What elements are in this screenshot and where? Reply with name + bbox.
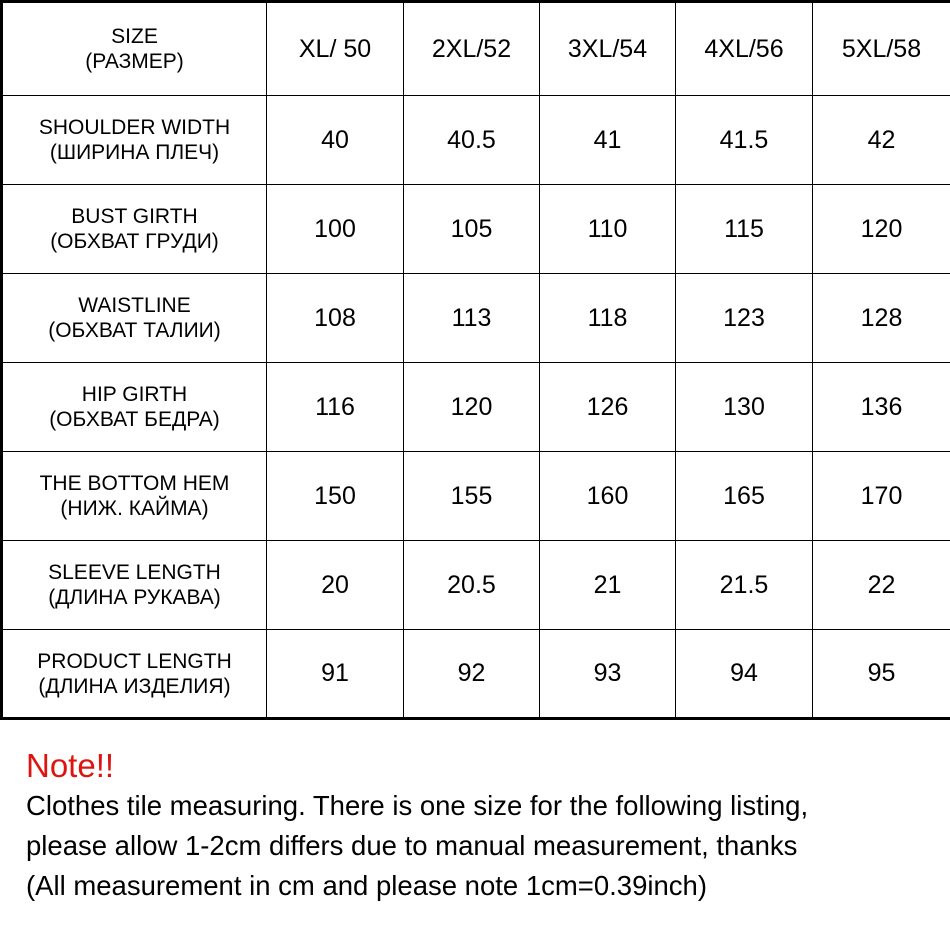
table-cell: 40 bbox=[267, 96, 404, 185]
size-column-header: 4XL/56 bbox=[676, 2, 813, 96]
row-label-ru: (ОБХВАТ ГРУДИ) bbox=[50, 230, 219, 253]
size-column-header: 5XL/58 bbox=[813, 2, 950, 96]
table-cell: 165 bbox=[676, 452, 813, 541]
table-cell: 105 bbox=[404, 185, 540, 274]
size-corner-header bbox=[2, 2, 267, 96]
table-cell: 94 bbox=[676, 630, 813, 719]
table-cell: 115 bbox=[676, 185, 813, 274]
row-label-ru: (ОБХВАТ ТАЛИИ) bbox=[48, 319, 221, 342]
table-row-sleeve-length bbox=[2, 541, 950, 630]
table-cell: 20 bbox=[267, 541, 404, 630]
row-label-en: SLEEVE LENGTH bbox=[48, 561, 221, 584]
row-label-ru: (ОБХВАТ БЕДРА) bbox=[49, 408, 220, 431]
row-label-en: HIP GIRTH bbox=[81, 383, 188, 406]
note-line: (All measurement in cm and please note 1cm=0.39inch) bbox=[26, 870, 707, 901]
table-cell: 155 bbox=[404, 452, 540, 541]
note-line: please allow 1-2cm differs due to manual measurement, thanks bbox=[26, 830, 798, 861]
row-label-en: WAISTLINE bbox=[78, 294, 191, 317]
row-label bbox=[2, 541, 267, 630]
row-label bbox=[2, 363, 267, 452]
table-cell: 42 bbox=[813, 96, 950, 185]
measurement-note bbox=[26, 746, 946, 906]
table-cell: 110 bbox=[540, 185, 676, 274]
table-cell: 95 bbox=[813, 630, 950, 719]
table-cell: 20.5 bbox=[404, 541, 540, 630]
table-row-hip-girth bbox=[2, 363, 950, 452]
row-label bbox=[2, 274, 267, 363]
note-line: Clothes tile measuring. There is one size for the following listing, bbox=[26, 790, 809, 821]
row-label-ru: (НИЖ. КАЙМА) bbox=[60, 497, 209, 520]
table-cell: 150 bbox=[267, 452, 404, 541]
table-cell: 120 bbox=[813, 185, 950, 274]
table-cell: 40.5 bbox=[404, 96, 540, 185]
table-cell: 130 bbox=[676, 363, 813, 452]
row-label-en: THE BOTTOM HEM bbox=[39, 472, 230, 495]
size-column-header: 3XL/54 bbox=[540, 2, 676, 96]
table-cell: 21.5 bbox=[676, 541, 813, 630]
row-label-ru: (ШИРИНА ПЛЕЧ) bbox=[49, 141, 220, 164]
table-cell: 120 bbox=[404, 363, 540, 452]
table-row-shoulder-width bbox=[2, 96, 950, 185]
table-cell: 160 bbox=[540, 452, 676, 541]
row-label bbox=[2, 630, 267, 719]
row-label-en: PRODUCT LENGTH bbox=[37, 649, 232, 673]
table-cell: 92 bbox=[404, 630, 540, 719]
table-cell: 113 bbox=[404, 274, 540, 363]
table-cell: 108 bbox=[267, 274, 404, 363]
table-cell: 126 bbox=[540, 363, 676, 452]
row-label-ru: (ДЛИНА РУКАВА) bbox=[48, 586, 221, 609]
table-row-bust-girth bbox=[2, 185, 950, 274]
table-cell: 100 bbox=[267, 185, 404, 274]
table-cell: 136 bbox=[813, 363, 950, 452]
table-cell: 93 bbox=[540, 630, 676, 719]
row-label bbox=[2, 185, 267, 274]
size-header-row bbox=[2, 2, 950, 96]
size-column-header: XL/ 50 bbox=[267, 2, 404, 96]
row-label bbox=[2, 96, 267, 185]
table-row-waistline bbox=[2, 274, 950, 363]
table-cell: 118 bbox=[540, 274, 676, 363]
row-label-en: BUST GIRTH bbox=[71, 205, 198, 228]
table-cell: 41 bbox=[540, 96, 676, 185]
table-cell: 21 bbox=[540, 541, 676, 630]
row-label-en: SHOULDER WIDTH bbox=[38, 116, 231, 139]
row-label bbox=[2, 452, 267, 541]
table-row-product-length bbox=[2, 630, 950, 719]
size-label-ru: (РАЗМЕР) bbox=[85, 50, 184, 73]
table-cell: 170 bbox=[813, 452, 950, 541]
note-title: Note!! bbox=[26, 747, 115, 784]
size-label-en: SIZE bbox=[111, 25, 158, 48]
table-row-bottom-hem bbox=[2, 452, 950, 541]
table-cell: 123 bbox=[676, 274, 813, 363]
table-cell: 128 bbox=[813, 274, 950, 363]
table-cell: 91 bbox=[267, 630, 404, 719]
table-cell: 116 bbox=[267, 363, 404, 452]
size-column-header: 2XL/52 bbox=[404, 2, 540, 96]
table-cell: 22 bbox=[813, 541, 950, 630]
table-cell: 41.5 bbox=[676, 96, 813, 185]
row-label-ru: (ДЛИНА ИЗДЕЛИЯ) bbox=[38, 674, 231, 698]
